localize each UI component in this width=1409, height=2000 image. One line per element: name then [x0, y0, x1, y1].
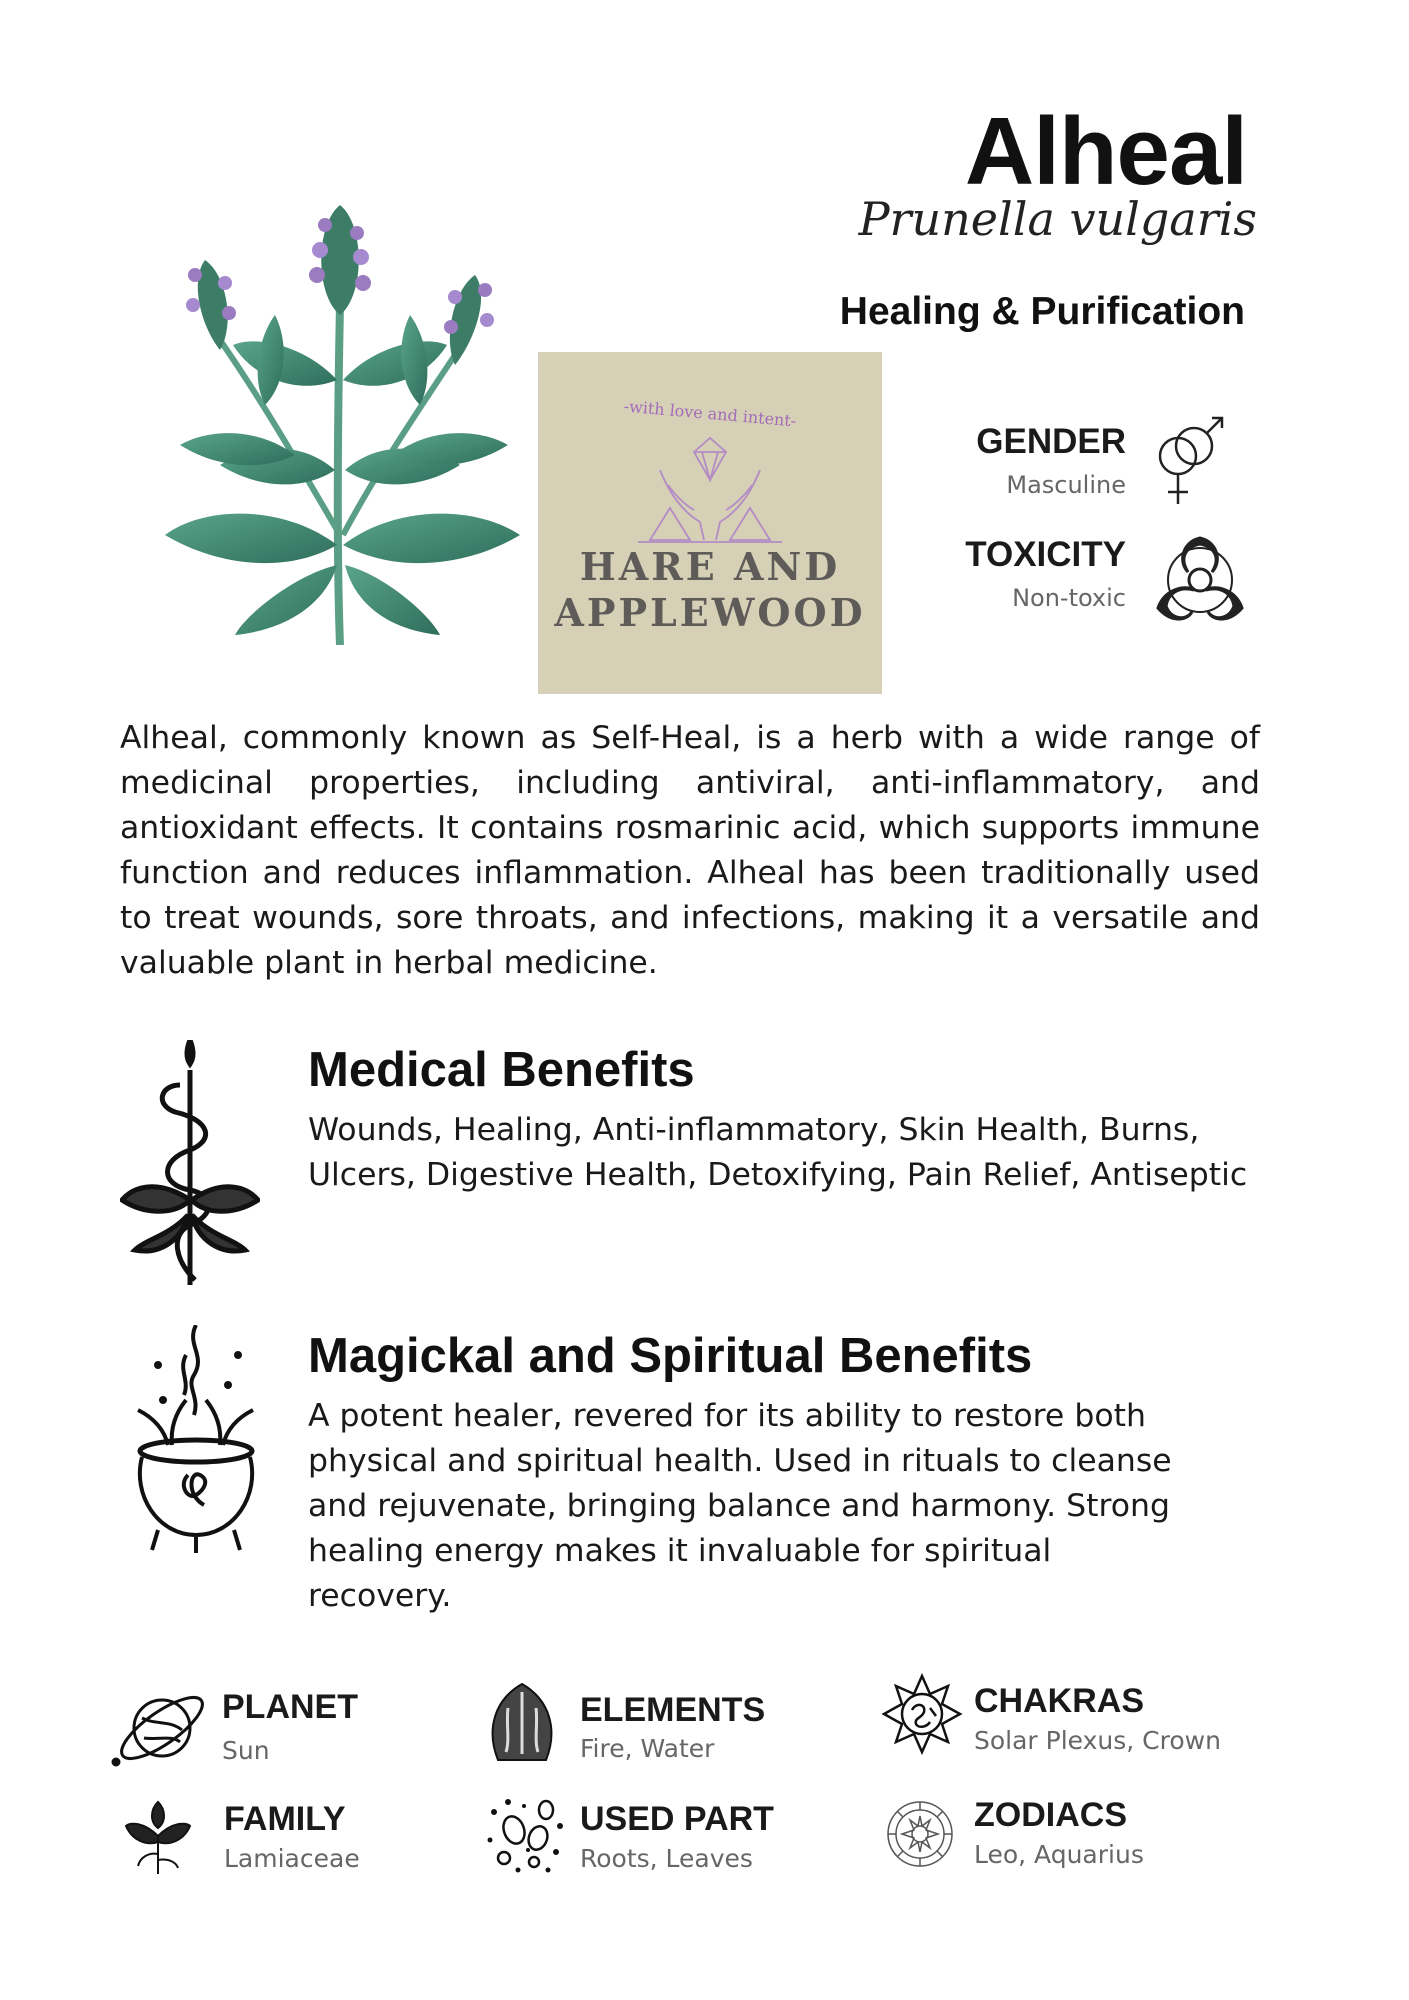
page-title: Alheal	[964, 98, 1247, 205]
zodiacs-label: ZODIACS	[974, 1796, 1127, 1834]
family-label: FAMILY	[224, 1800, 346, 1838]
lotus-icon	[124, 1796, 192, 1876]
planet-icon	[110, 1680, 210, 1780]
medical-benefits-line2: Ulcers, Digestive Health, Detoxifying, Pain Relief, Antiseptic	[308, 1157, 1248, 1193]
logo-tagline: -with love and intent-	[622, 396, 797, 431]
serpent-staff-icon	[120, 1040, 260, 1290]
zodiacs-value: Leo, Aquarius	[974, 1840, 1144, 1869]
seeds-icon	[484, 1792, 566, 1874]
logo-brand-line1: HARE AND	[579, 544, 841, 589]
magickal-benefits-line4: healing energy makes it invaluable for spiritual	[308, 1533, 1052, 1569]
latin-name: Prunella vulgaris	[858, 192, 1257, 246]
page-subtitle: Healing & Purification	[839, 290, 1245, 333]
family-value: Lamiaceae	[224, 1844, 360, 1873]
plant-illustration	[165, 205, 525, 645]
description-paragraph: Alheal, commonly known as Self-Heal, is a herb with a wide range of medicinal properties, including antiviral, anti-inflammatory, and antioxidant effects. It contains rosmarinic acid, which supports immune function and reduces inflammation. Alheal has been traditionally used to treat wounds, sore throats, and infections, making it a versatile and valuable plant in herbal medicine.	[120, 720, 1260, 981]
hands-crystal-icon	[630, 430, 790, 550]
medical-benefits-line1: Wounds, Healing, Anti-inflammatory, Skin Health, Burns,	[308, 1112, 1200, 1148]
chakras-value: Solar Plexus, Crown	[974, 1726, 1221, 1755]
planet-label: PLANET	[222, 1688, 358, 1726]
biohazard-icon	[1148, 528, 1252, 626]
toxicity-value: Non-toxic	[1012, 584, 1126, 612]
elements-value: Fire, Water	[580, 1734, 715, 1763]
magickal-benefits-line1: A potent healer, revered for its ability to restore both	[308, 1398, 1146, 1434]
elements-label: ELEMENTS	[580, 1691, 766, 1729]
gender-value: Masculine	[1006, 471, 1126, 499]
elements-icon	[484, 1680, 560, 1764]
used-part-value: Roots, Leaves	[580, 1844, 753, 1873]
gender-icon	[1150, 412, 1230, 512]
chakras-label: CHAKRAS	[974, 1682, 1144, 1720]
magickal-benefits-title: Magickal and Spiritual Benefits	[308, 1329, 1033, 1383]
om-chakra-icon	[880, 1672, 964, 1756]
planet-value: Sun	[222, 1736, 270, 1765]
gender-label: GENDER	[976, 422, 1126, 461]
used-part-label: USED PART	[580, 1800, 774, 1838]
medical-benefits-title: Medical Benefits	[308, 1043, 695, 1097]
brand-logo	[538, 352, 882, 694]
cauldron-icon	[128, 1325, 268, 1565]
magickal-benefits-line2: physical and spiritual health. Used in rituals to cleanse	[308, 1443, 1172, 1479]
logo-brand-line2: APPLEWOOD	[554, 590, 866, 635]
zodiac-wheel-icon	[886, 1800, 954, 1868]
toxicity-label: TOXICITY	[965, 535, 1126, 574]
magickal-benefits-line5: recovery.	[308, 1578, 452, 1614]
magickal-benefits-line3: and rejuvenate, bringing balance and harmony. Strong	[308, 1488, 1170, 1524]
